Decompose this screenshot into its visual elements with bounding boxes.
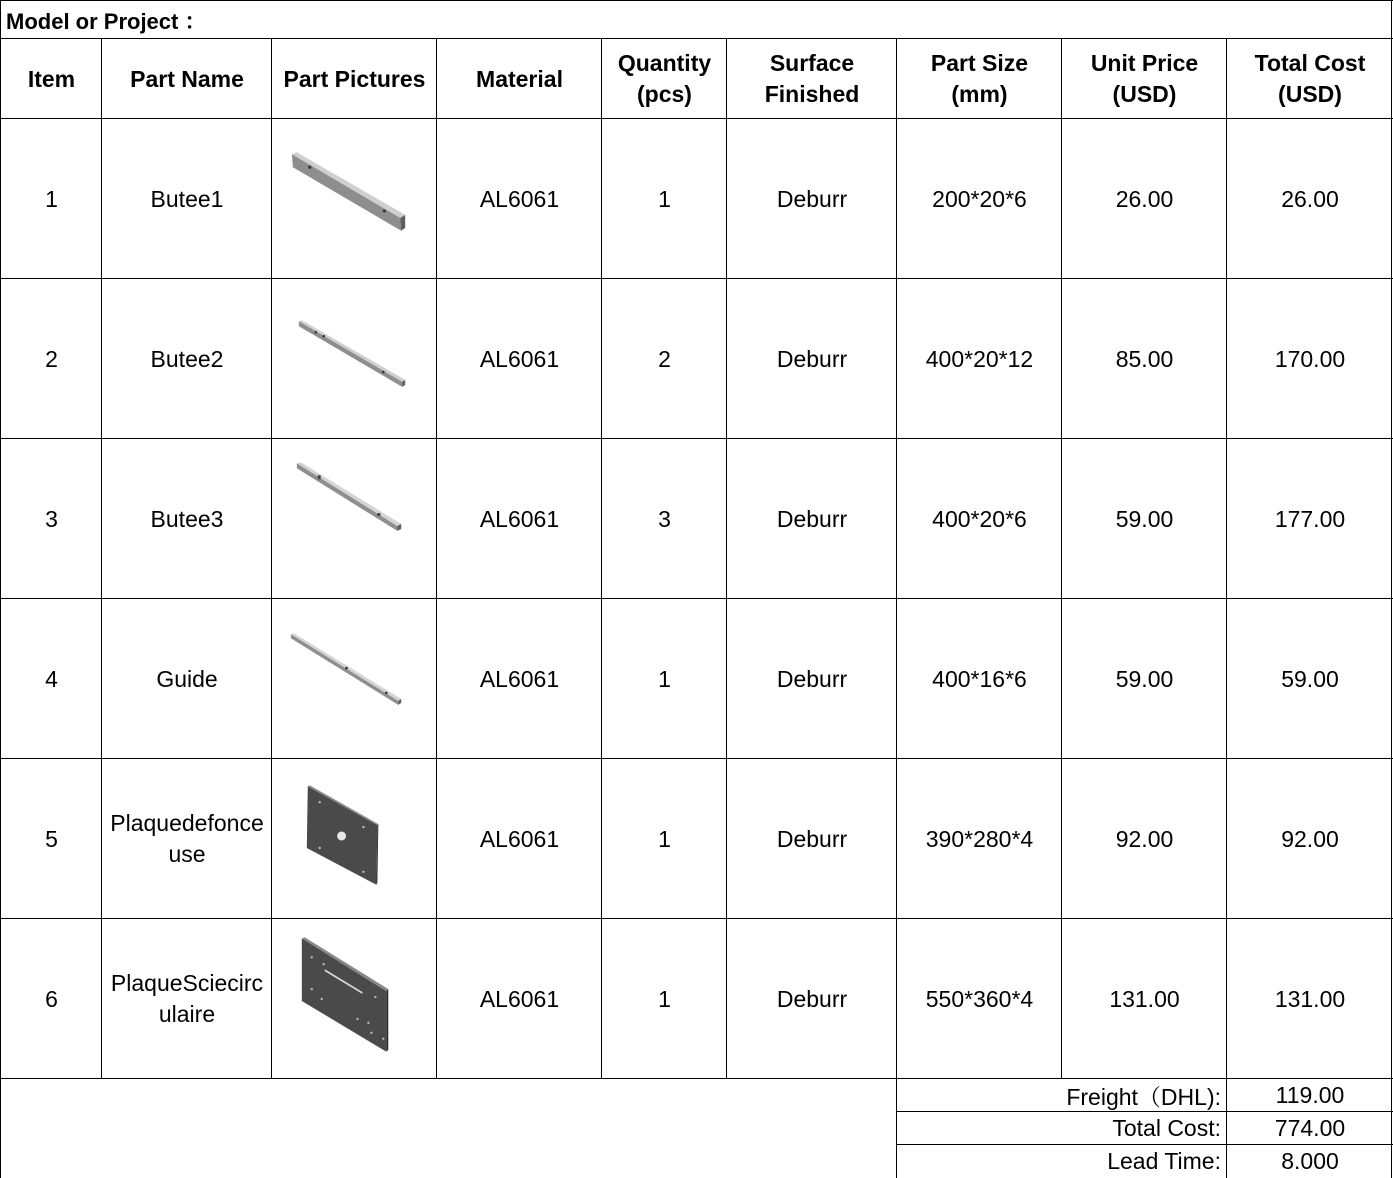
right-border	[1391, 0, 1392, 1178]
project-title: Model or Project ：	[0, 0, 1393, 39]
row1-item: 1	[0, 118, 102, 279]
row6-surface: Deburr	[726, 918, 897, 1079]
row4-surface: Deburr	[726, 598, 897, 759]
row2-item: 2	[0, 278, 102, 439]
row5-part-size: 390*280*4	[896, 758, 1062, 919]
butee3-part-image	[271, 438, 437, 599]
row3-surface: Deburr	[726, 438, 897, 599]
row5-material: AL6061	[436, 758, 602, 919]
freight-value: 119.00	[1226, 1078, 1393, 1112]
total-cost-label: Total Cost:	[896, 1111, 1227, 1145]
row4-part-name: Guide	[101, 598, 272, 759]
lead-time-label: Lead Time:	[896, 1144, 1227, 1178]
total-cost-value: 774.00	[1226, 1111, 1393, 1145]
row2-material: AL6061	[436, 278, 602, 439]
row1-quantity: 1	[601, 118, 727, 279]
row5-item: 5	[0, 758, 102, 919]
butee1-part-image	[271, 118, 437, 279]
header-material: Material	[436, 38, 602, 119]
row2-total-cost: 170.00	[1226, 278, 1393, 439]
row2-surface: Deburr	[726, 278, 897, 439]
row1-material: AL6061	[436, 118, 602, 279]
row4-part-size: 400*16*6	[896, 598, 1062, 759]
row3-part-size: 400*20*6	[896, 438, 1062, 599]
header-quantity: Quantity (pcs)	[601, 38, 727, 119]
row6-unit-price: 131.00	[1061, 918, 1227, 1079]
freight-label: Freight（DHL):	[896, 1078, 1227, 1112]
row1-part-name: Butee1	[101, 118, 272, 279]
row4-total-cost: 59.00	[1226, 598, 1393, 759]
header-part-name: Part Name	[101, 38, 272, 119]
row5-total-cost: 92.00	[1226, 758, 1393, 919]
row5-unit-price: 92.00	[1061, 758, 1227, 919]
header-part-size: Part Size (mm)	[896, 38, 1062, 119]
row6-part-name: PlaqueSciecirculaire	[101, 918, 272, 1079]
row3-part-name: Butee3	[101, 438, 272, 599]
row6-part-size: 550*360*4	[896, 918, 1062, 1079]
header-total-cost: Total Cost (USD)	[1226, 38, 1393, 119]
row5-quantity: 1	[601, 758, 727, 919]
row3-total-cost: 177.00	[1226, 438, 1393, 599]
row4-unit-price: 59.00	[1061, 598, 1227, 759]
row2-quantity: 2	[601, 278, 727, 439]
row4-quantity: 1	[601, 598, 727, 759]
plaquedefonceuse-part-image	[271, 758, 437, 919]
summary-blank	[0, 1078, 897, 1178]
row2-unit-price: 85.00	[1061, 278, 1227, 439]
row1-surface: Deburr	[726, 118, 897, 279]
butee2-part-image	[271, 278, 437, 439]
row6-quantity: 1	[601, 918, 727, 1079]
row3-item: 3	[0, 438, 102, 599]
lead-time-value: 8.000	[1226, 1144, 1393, 1178]
row5-part-name: Plaquedefonceuse	[101, 758, 272, 919]
row3-quantity: 3	[601, 438, 727, 599]
header-surface-finished: Surface Finished	[726, 38, 897, 119]
row3-material: AL6061	[436, 438, 602, 599]
row2-part-size: 400*20*12	[896, 278, 1062, 439]
row1-unit-price: 26.00	[1061, 118, 1227, 279]
row3-unit-price: 59.00	[1061, 438, 1227, 599]
row2-part-name: Butee2	[101, 278, 272, 439]
header-part-pictures: Part Pictures	[271, 38, 437, 119]
guide-part-image	[271, 598, 437, 759]
row6-item: 6	[0, 918, 102, 1079]
row4-material: AL6061	[436, 598, 602, 759]
row4-item: 4	[0, 598, 102, 759]
header-unit-price: Unit Price (USD)	[1061, 38, 1227, 119]
plaquesciecirculaire-part-image	[271, 918, 437, 1079]
row1-part-size: 200*20*6	[896, 118, 1062, 279]
header-item: Item	[0, 38, 102, 119]
row6-total-cost: 131.00	[1226, 918, 1393, 1079]
row5-surface: Deburr	[726, 758, 897, 919]
row1-total-cost: 26.00	[1226, 118, 1393, 279]
row6-material: AL6061	[436, 918, 602, 1079]
